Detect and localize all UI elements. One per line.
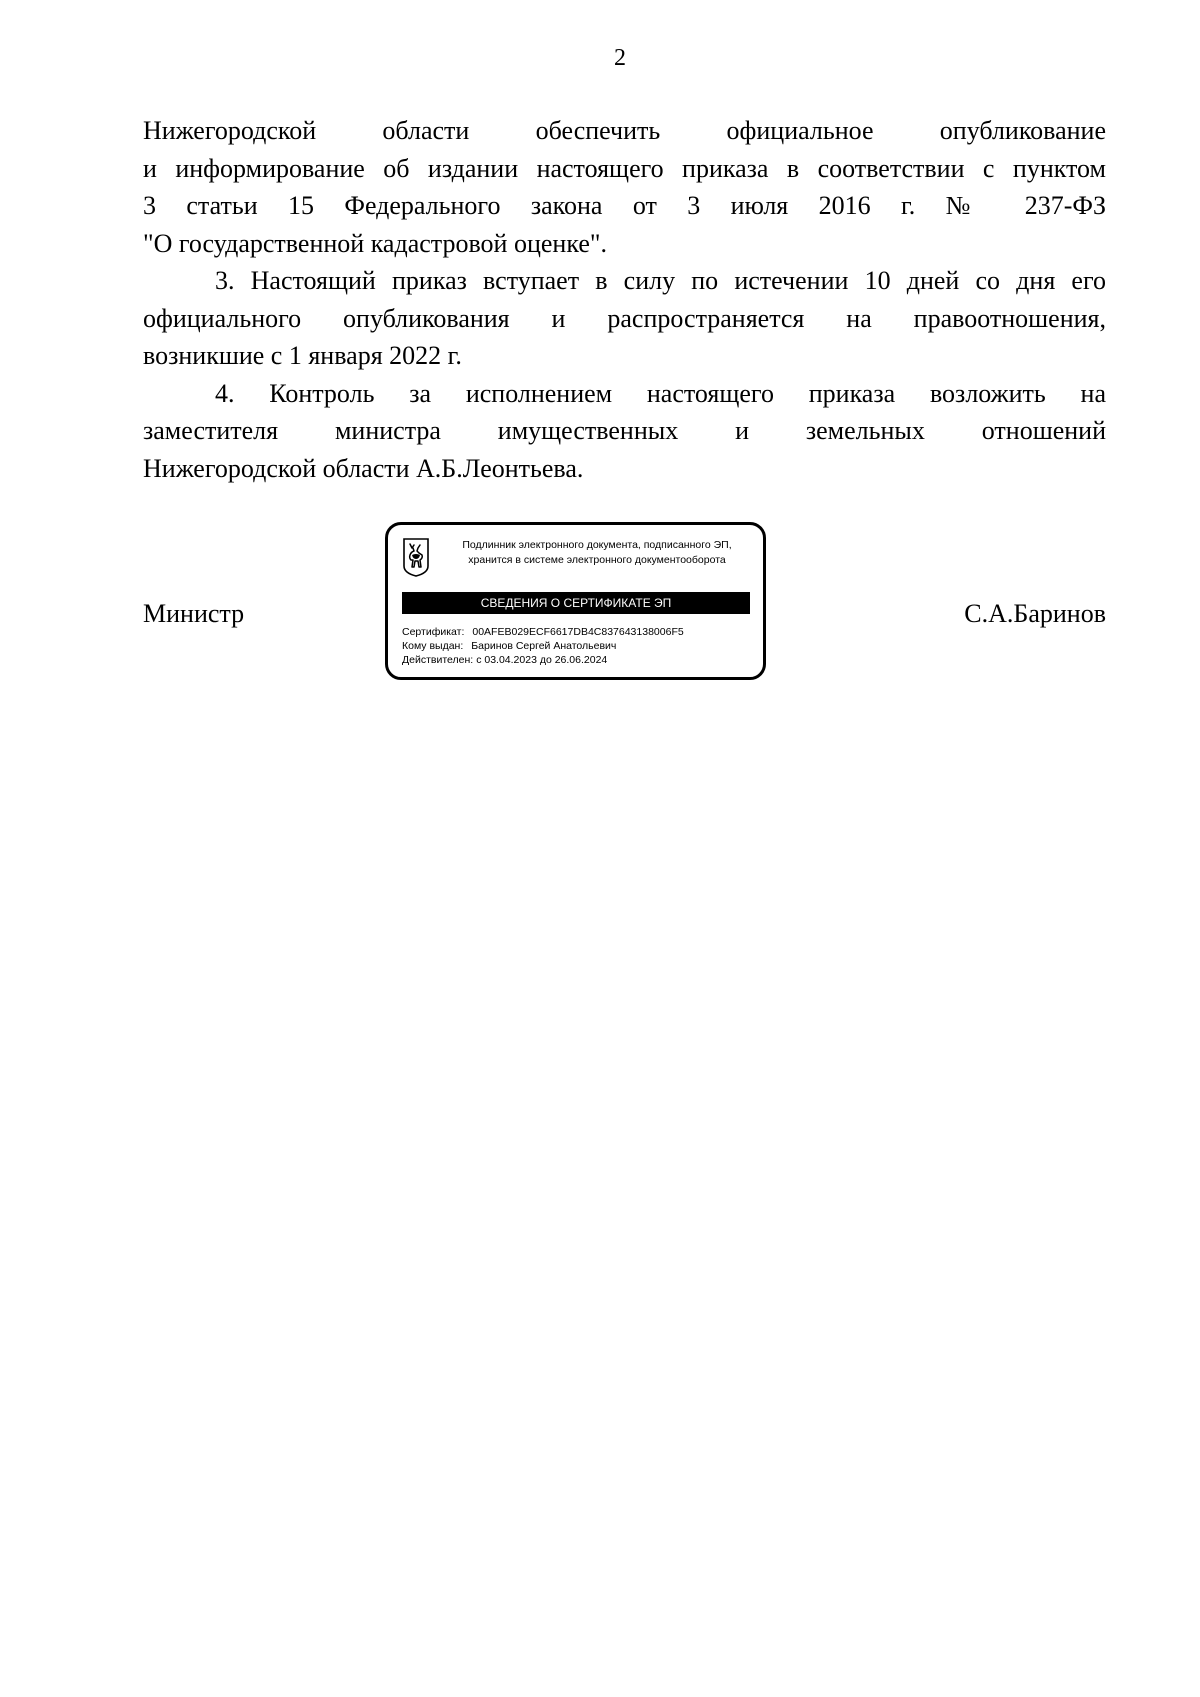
document-body [143, 112, 1106, 487]
signatory-name: С.А.Баринов [964, 599, 1106, 628]
text-line: официального опубликования и распространяется на правоотношения, [143, 303, 1106, 333]
electronic-signature-stamp [385, 522, 766, 680]
page-number: 2 [614, 45, 626, 71]
stamp-header [438, 538, 756, 568]
text-line: Нижегородской области обеспечить официальное опубликование [143, 116, 1106, 145]
validity-value: с 03.04.2023 до 26.06.2024 [476, 654, 608, 666]
owner-row [402, 639, 754, 653]
paragraph-control [143, 375, 1106, 488]
paragraph-effective-date [143, 262, 1106, 375]
stamp-header-line: Подлинник электронного документа, подписанного ЭП, [462, 539, 732, 551]
stamp-header-line: хранится в системе электронного документооборота [468, 554, 726, 566]
text-line: 3 статьи 15 Федерального закона от 3 июля 2016 г. № 237-ФЗ [143, 191, 1106, 220]
validity-row [402, 653, 754, 667]
certificate-details [402, 625, 754, 667]
text-line: "О государственной кадастровой оценке". [143, 228, 607, 258]
text-line: Нижегородской области А.Б.Леонтьева. [143, 453, 584, 483]
deer-emblem-icon [403, 538, 429, 577]
paragraph-publication [143, 112, 1106, 262]
text-line: и информирование об издании настоящего приказа в соответствии с пунктом [143, 153, 1106, 183]
certificate-row [402, 625, 754, 639]
validity-label: Действителен: [402, 654, 474, 666]
signatory-title: Министр [143, 599, 245, 628]
text-line: 4. Контроль за исполнением настоящего приказа возложить на [215, 378, 1106, 408]
text-line: заместителя министра имущественных и земельных отношений [143, 416, 1106, 445]
certificate-label: Сертификат: [402, 626, 465, 638]
certificate-info-bar: СВЕДЕНИЯ О СЕРТИФИКАТЕ ЭП [402, 592, 750, 614]
text-line: возникшие с 1 января 2022 г. [143, 341, 462, 370]
owner-value: Баринов Сергей Анатольевич [471, 640, 617, 652]
owner-label: Кому выдан: [402, 640, 464, 652]
certificate-value: 00AFEB029ECF6617DB4C837643138006F5 [472, 626, 684, 638]
text-line: 3. Настоящий приказ вступает в силу по истечении 10 дней со дня его [215, 266, 1106, 295]
